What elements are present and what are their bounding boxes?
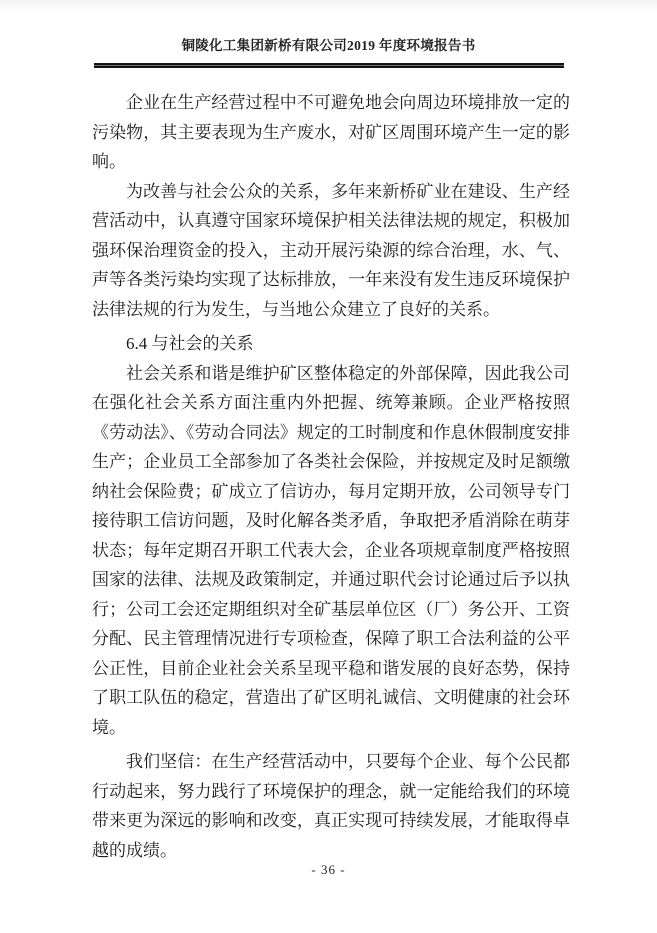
document-body	[92, 88, 570, 865]
header-rule	[94, 63, 564, 68]
page-footer	[0, 861, 657, 879]
paragraph-conclusion: 我们坚信：在生产经营活动中，只要每个企业、每个公民都行动起来，努力践行了环境保护的理念，就一定能给我们的环境带来更为深远的影响和改变，真正实现可持续发展，才能取得卓越的成绩。	[92, 752, 570, 860]
paragraph-pollution-intro: 企业在生产经营过程中不可避免地会向周边环境排放一定的污染物，其主要表现为生产废水，对矿区周围环境产生一定的影响。	[92, 93, 570, 171]
page-number: - 36 -	[311, 862, 346, 877]
header-title: 铜陵化工集团新桥有限公司2019 年度环境报告书	[181, 38, 476, 53]
section-heading-6-4: 6.4 与社会的关系	[126, 334, 254, 353]
paragraph-public-relations: 为改善与社会公众的关系，多年来新桥矿业在建设、生产经营活动中，认真遵守国家环境保护相关法律法规的规定，积极加强环保治理资金的投入，主动开展污染源的综合治理，水、气、声等各类污染均实现了达标排放，一年来没有发生违反环境保护法律法规的行为发生，与当地公众建立了良好的关系。	[92, 181, 570, 319]
page-header	[0, 0, 657, 68]
paragraph-social-relations: 社会关系和谐是维护矿区整体稳定的外部保障，因此我公司在强化社会关系方面注重内外把握、统筹兼顾。企业严格按照《劳动法》、《劳动合同法》规定的工时制度和作息休假制度安排生产；企业员工全部参加了各类社会保险，并按规定及时足额缴纳社会保险费；矿成立了信访办，每月定期开放，公司领导专门接待职工信访问题，及时化解各类矛盾，争取把矛盾消除在萌芽状态；每年定期召开职工代表大会，企业各项规章制度严格按照国家的法律、法规及政策制定，并通过职代会讨论通过后予以执行；公司工会还定期组织对全矿基层单位区（厂）务公开、工资分配、民主管理情况进行专项检查，保障了职工合法利益的公平公正性，目前企业社会关系呈现平稳和谐发展的良好态势，保持了职工队伍的稳定，营造出了矿区明礼诚信、文明健康的社会环境。	[92, 363, 570, 737]
